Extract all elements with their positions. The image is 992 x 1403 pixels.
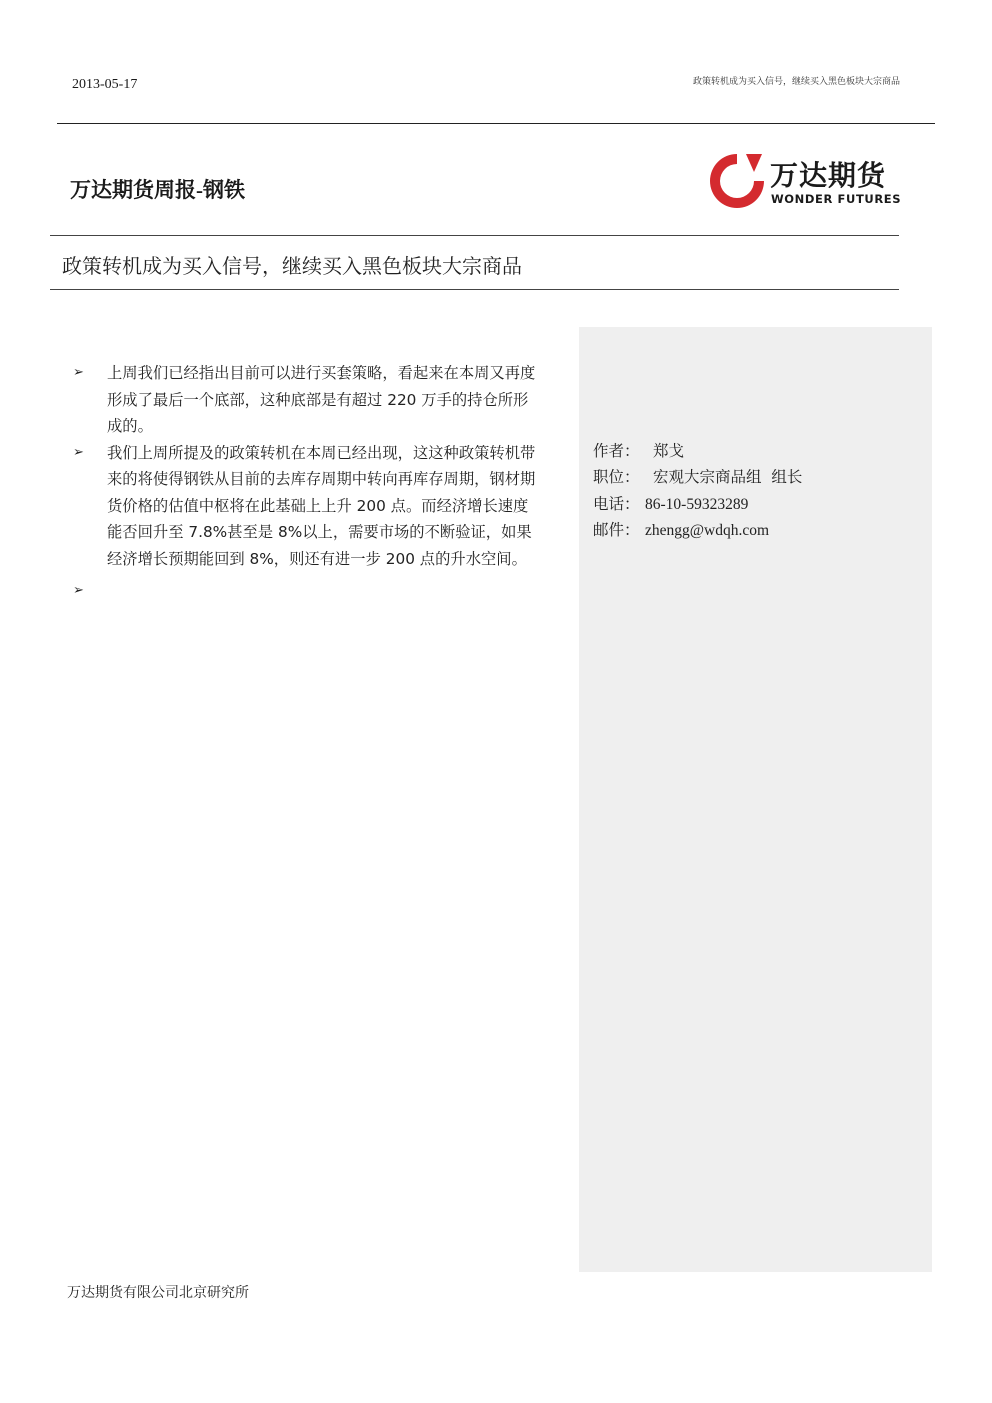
logo-name-en: WONDER FUTURES bbox=[771, 192, 902, 206]
summary-bullet bbox=[73, 578, 541, 605]
phone-value: 86-10-59323289 bbox=[645, 496, 749, 513]
author-value: 郑戈 bbox=[653, 442, 685, 460]
phone-label: 电话： bbox=[593, 496, 640, 513]
report-title: 万达期货周报-钢铁 bbox=[70, 178, 245, 202]
arrowhead-bullet-icon: ➢ bbox=[73, 365, 84, 380]
bullet-text bbox=[107, 582, 112, 600]
headline-bottom-rule bbox=[50, 289, 899, 290]
author-sidebar bbox=[579, 327, 932, 1272]
summary-bullet bbox=[73, 440, 541, 573]
headline: 政策转机成为买入信号，继续买入黑色板块大宗商品 bbox=[62, 254, 522, 278]
header-running-title: 政策转机成为买入信号，继续买入黑色板块大宗商品 bbox=[692, 77, 900, 87]
footer-company: 万达期货有限公司北京研究所 bbox=[67, 1285, 249, 1301]
headline-top-rule bbox=[50, 235, 899, 236]
arrowhead-bullet-icon: ➢ bbox=[73, 444, 84, 460]
title-row bbox=[593, 465, 802, 487]
email-value[interactable]: zhengg@wdqh.com bbox=[645, 522, 770, 539]
summary-bullet bbox=[73, 360, 541, 440]
bullet-text: 我们上周所提及的政策转机在本周已经出现，这这种政策转机带来的将使得钢铁从目前的去库存周期中转向再库存周期，钢材期货价格的估值中枢将在此基础上上升 200 点。而经济增长速度能否回升至 7.8%甚至是 8%以上，需要市场的不断验证，如果经济增长预期能回到 8%，则还有进一步 200 点的升水空间。 bbox=[107, 443, 536, 568]
arrowhead-bullet-icon: ➢ bbox=[73, 583, 84, 598]
header-date: 2013-05-17 bbox=[72, 77, 138, 92]
phone-row bbox=[593, 492, 748, 514]
title-value: 宏观大宗商品组 组长 bbox=[653, 468, 803, 486]
title-label: 职位： bbox=[593, 468, 640, 486]
header-rule bbox=[57, 123, 935, 124]
author-row bbox=[593, 439, 684, 461]
author-label: 作者： bbox=[593, 442, 640, 460]
wonder-futures-logo-icon bbox=[706, 150, 768, 212]
bullet-text: 上周我们已经指出目前可以进行买套策略，看起来在本周又再度形成了最后一个底部，这种底部是有超过 220 万手的持仓所形成的。 bbox=[107, 364, 536, 435]
email-row bbox=[593, 518, 769, 540]
email-label: 邮件： bbox=[593, 522, 640, 539]
summary-bullets bbox=[73, 360, 541, 605]
logo-name-cn: 万达期货 bbox=[770, 159, 887, 192]
